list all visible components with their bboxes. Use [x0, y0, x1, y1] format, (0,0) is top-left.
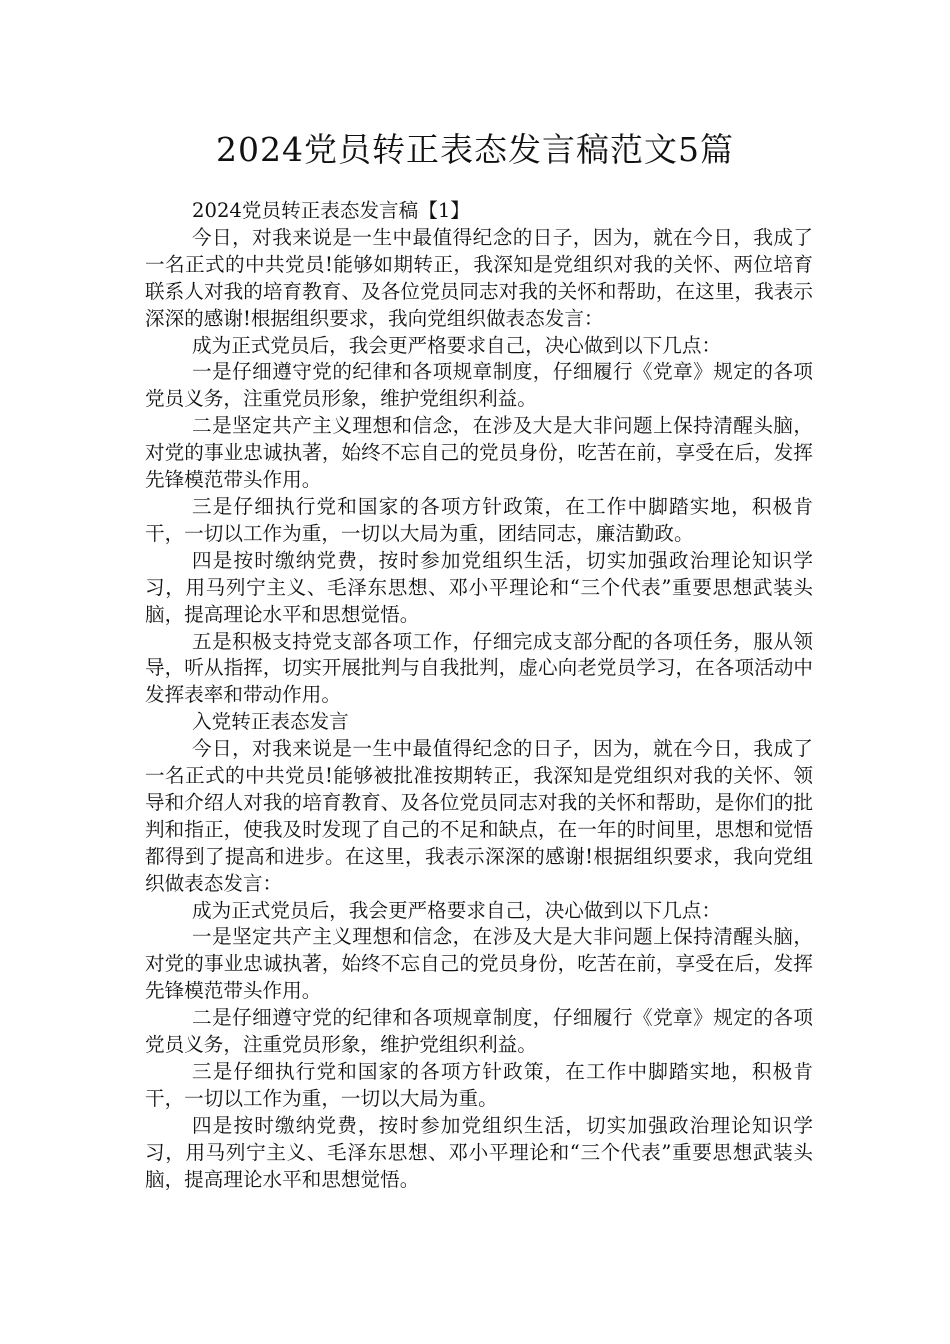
paragraph: 二是仔细遵守党的纪律和各项规章制度，仔细履行《党章》规定的各项党员义务，注重党员形象，维护党组织利益。	[145, 1006, 813, 1057]
paragraph: 今日，对我来说是一生中最值得纪念的日子，因为，就在今日，我成了一名正式的中共党员!能够如期转正，我深知是党组织对我的关怀、两位培育联系人对我的培育教育、及各位党员同志对我的关怀和帮助，在这里，我表示深深的感谢!根据组织要求，我向党组织做表态发言：	[145, 225, 813, 330]
paragraph: 今日，对我来说是一生中最值得纪念的日子，因为，就在今日，我成了一名正式的中共党员!能够被批准按期转正，我深知是党组织对我的关怀、领导和介绍人对我的培育教育、及各位党员同志对我的关怀和帮助，是你们的批判和指正，使我及时发现了自己的不足和缺点，在一年的时间里，思想和觉悟都得到了提高和进步。在这里，我表示深深的感谢!根据组织要求，我向党组织做表态发言：	[145, 737, 813, 895]
paragraph: 三是仔细执行党和国家的各项方针政策，在工作中脚踏实地，积极肯干，一切以工作为重，一切以大局为重。	[145, 1060, 813, 1110]
document-title: 2024党员转正表态发言稿范文5篇	[216, 130, 734, 169]
paragraph: 一是仔细遵守党的纪律和各项规章制度，仔细履行《党章》规定的各项党员义务，注重党员形象，维护党组织利益。	[145, 360, 813, 411]
paragraph: 四是按时缴纳党费，按时参加党组织生活，切实加强政治理论知识学习，用马列宁主义、毛泽东思想、邓小平理论和“三个代表”重要思想武装头脑，提高理论水平和思想觉悟。	[145, 1113, 813, 1191]
paragraph: 成为正式党员后，我会更严格要求自己，决心做到以下几点：	[192, 333, 722, 357]
paragraph: 四是按时缴纳党费，按时参加党组织生活，切实加强政治理论知识学习，用马列宁主义、毛泽东思想、邓小平理论和“三个代表”重要思想武装头脑，提高理论水平和思想觉悟。	[145, 548, 813, 626]
paragraph: 二是坚定共产主义理想和信念，在涉及大是大非问题上保持清醒头脑，对党的事业忠诚执著，始终不忘自己的党员身份，吃苦在前，享受在后，发挥先锋模范带头作用。	[145, 414, 813, 492]
paragraph: 三是仔细执行党和国家的各项方针政策，在工作中脚踏实地，积极肯干，一切以工作为重，一切以大局为重，团结同志，廉洁勤政。	[145, 494, 813, 545]
section-heading-1: 2024党员转正表态发言稿【1】	[192, 199, 470, 222]
paragraph: 一是坚定共产主义理想和信念，在涉及大是大非问题上保持清醒头脑，对党的事业忠诚执著，始终不忘自己的党员身份，吃苦在前，享受在后，发挥先锋模范带头作用。	[145, 925, 813, 1003]
paragraph: 五是积极支持党支部各项工作，仔细完成支部分配的各项任务，服从领导，听从指挥，切实开展批判与自我批判，虚心向老党员学习，在各项活动中发挥表率和带动作用。	[145, 629, 813, 707]
document-body	[145, 198, 813, 1194]
section-heading-2: 入党转正表态发言	[192, 710, 349, 734]
paragraph: 成为正式党员后，我会更严格要求自己，决心做到以下几点：	[192, 898, 722, 922]
